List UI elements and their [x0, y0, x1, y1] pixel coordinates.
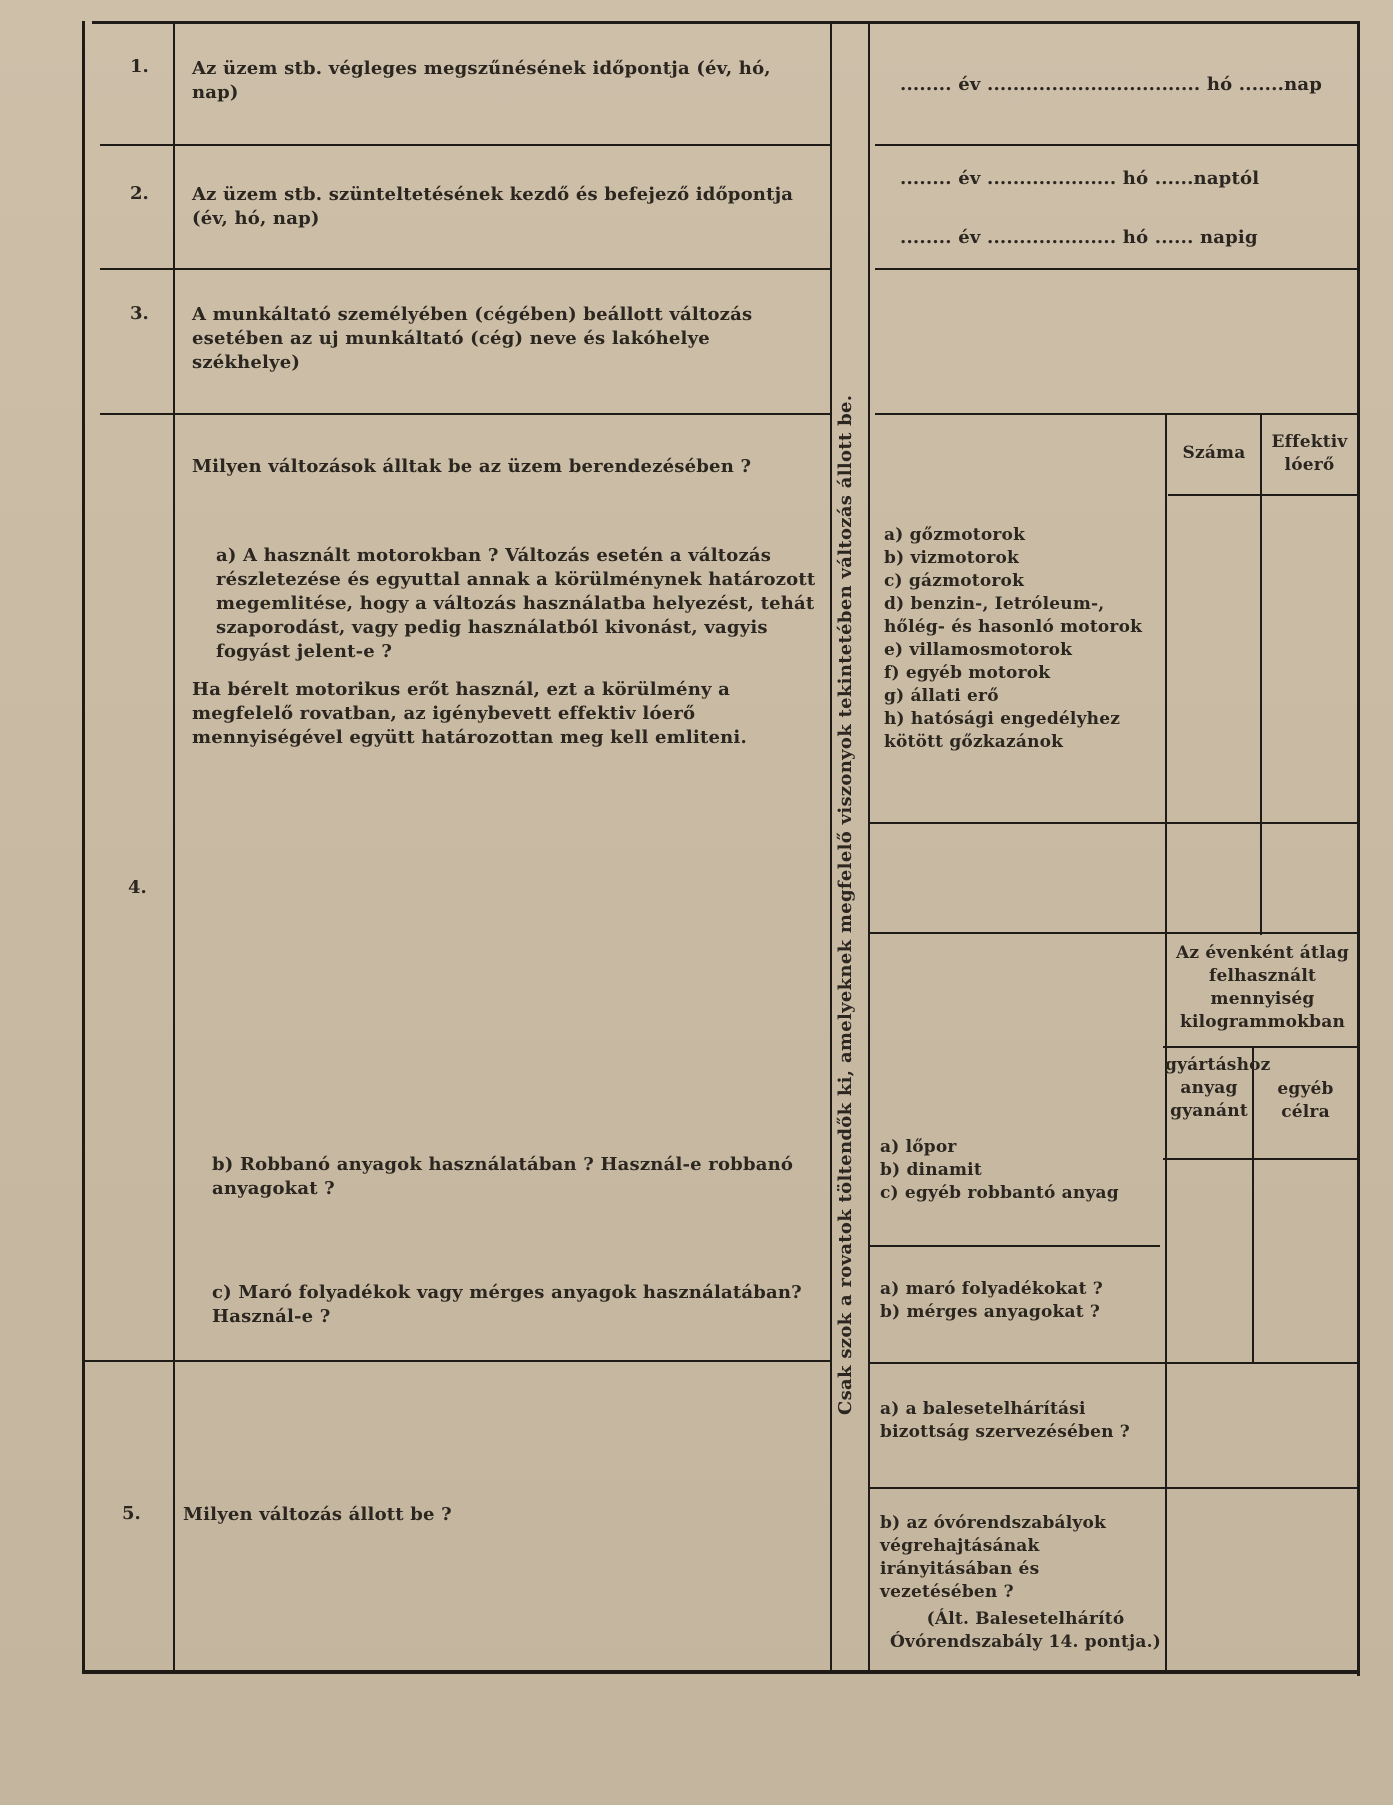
col-header-effektiv: Effektiv lóerő	[1271, 432, 1348, 475]
row5-number: 5.	[122, 1503, 141, 1524]
motor-item: d) benzin-, Ietróleum-, hőlég- és hasonló motorok	[884, 594, 1143, 637]
row3-number: 3.	[130, 303, 149, 324]
motor-item: g) állati erő	[884, 686, 999, 706]
row4-question: Milyen változások álltak be az üzem berendezésében ?	[192, 456, 752, 477]
rrow-divider-motor-header	[1168, 494, 1357, 496]
rrow-divider-expl-header	[1163, 1158, 1357, 1160]
explosive-header: Az évenként átlag felhasznált mennyiség kilogrammokban	[1176, 943, 1349, 1032]
motor-list	[884, 524, 1164, 754]
row4-a-question: a) A használt motorokban ? Változás esetén a változás részletezése és egyuttal annak a körülménynek határozott megemlitése, hogy a változás használatba helyezést, tehát szaporodást, vagy pedig használatból kivonást, vagyis fogyást jelent-e ?	[216, 545, 816, 662]
explosive-list	[880, 1136, 1165, 1205]
row5-b-note: (Ált. Balesetelhárító Óvórendszabály 14. pontja.)	[890, 1609, 1161, 1652]
motor-item: f) egyéb motorok	[884, 663, 1051, 683]
rrow-divider-expl-sub	[1163, 1046, 1357, 1048]
row4-b-question: b) Robbanó anyagok használatában ? Használ-e robbanó anyagokat ?	[212, 1154, 794, 1199]
rrow-divider-3	[875, 413, 1357, 415]
row-divider-4	[82, 1360, 830, 1362]
corrosive-item: b) mérges anyagokat ?	[880, 1302, 1101, 1322]
row2-answer-to: ........ év .................... hó ...... napig	[900, 227, 1258, 248]
frame-top	[92, 21, 1360, 24]
row-divider-1	[100, 144, 830, 146]
explosive-item: a) lőpor	[880, 1137, 957, 1157]
col-header-egyeb: egyéb célra	[1277, 1079, 1334, 1122]
rrow-divider-5-start	[870, 1362, 1357, 1364]
row4-number: 4.	[128, 877, 147, 898]
col-header-szama: Száma	[1182, 443, 1246, 463]
motor-item: c) gázmotorok	[884, 571, 1025, 591]
rrow-divider-5-mid	[870, 1487, 1357, 1489]
rrow-divider-expl-start	[870, 932, 1357, 934]
row4-c-question: c) Maró folyadékok vagy mérges anyagok használatában? Használ-e ?	[212, 1282, 802, 1327]
rrow-divider-2	[875, 268, 1357, 270]
col-header-gyartas: gyártáshoz anyag gyanánt	[1165, 1055, 1271, 1121]
row3-question: A munkáltató személyében (cégében) beállott változás esetében az uj munkáltató (cég) neve és lakóhelye székhelye)	[192, 304, 753, 373]
rrow-divider-motor-end	[870, 822, 1357, 824]
motor-item: h) hatósági engedélyhez kötött gőzkazánok	[884, 709, 1121, 752]
rrow-divider-1	[875, 144, 1357, 146]
row1-answer-line: ........ év ................................. hó .......nap	[900, 74, 1323, 95]
frame-left	[82, 21, 85, 1671]
vertical-instruction: Csak szok a rovatok töltendők ki, amelyeknek megfelelő viszonyok tekintetében változás állott be.	[835, 394, 856, 1415]
row2-answer-from: ........ év .................... hó ......naptól	[900, 168, 1260, 189]
motor-item: e) villamosmotorok	[884, 640, 1073, 660]
row1-number: 1.	[130, 56, 149, 77]
row-divider-2	[100, 268, 830, 270]
motor-item: a) gőzmotorok	[884, 525, 1026, 545]
vcol-szama-left	[1165, 415, 1167, 1670]
corrosive-item: a) maró folyadékokat ?	[880, 1279, 1103, 1299]
row5-a-item: a) a balesetelhárítási bizottság szervezésében ?	[880, 1399, 1130, 1442]
col-question-divider	[830, 21, 832, 1671]
motor-item: b) vizmotorok	[884, 548, 1020, 568]
corrosive-list	[880, 1278, 1165, 1324]
col-vertical-divider	[868, 21, 870, 1671]
frame-bottom	[82, 1670, 1360, 1674]
row2-question: Az üzem stb. szünteltetésének kezdő és befejező időpontja (év, hó, nap)	[192, 184, 794, 229]
rrow-divider-expl-end	[870, 1245, 1160, 1247]
vcol-effektiv-left	[1260, 415, 1262, 935]
row2-number: 2.	[130, 183, 149, 204]
row4-a-note: Ha bérelt motorikus erőt használ, ezt a körülmény a megfelelő rovatban, az igénybevett effektiv lóerő mennyiségével együtt határozottan meg kell emliteni.	[192, 679, 747, 748]
row1-question: Az üzem stb. végleges megszűnésének időpontja (év, hó, nap)	[192, 58, 771, 103]
frame-right	[1357, 21, 1360, 1676]
row5-question: Milyen változás állott be ?	[183, 1504, 452, 1525]
row-divider-3	[100, 413, 830, 415]
explosive-item: c) egyéb robbantó anyag	[880, 1183, 1119, 1203]
row5-b-item: b) az óvórendszabályok végrehajtásának irányitásában és vezetésében ?	[880, 1513, 1107, 1602]
explosive-item: b) dinamit	[880, 1160, 982, 1180]
